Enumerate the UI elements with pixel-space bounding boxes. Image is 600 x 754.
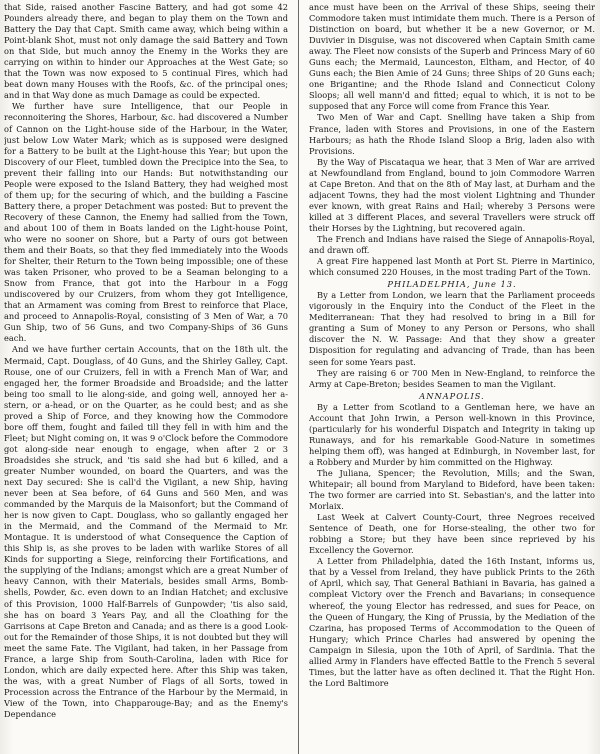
column-divider <box>298 0 299 754</box>
dateline-annapolis: ANNAPOLIS. <box>419 390 485 401</box>
article-paragraph: Last Week at Calvert County-Court, three Negroes received Sentence of Death, one for Horse-stealing, the other two for robbing a Store; but they have been since reprieved by his Excellency the Governor. <box>309 512 595 556</box>
article-paragraph: We further have sure Intelligence, that our People in reconnoitering the Shores, Harbour, &c. had discovered a Number of Cannon on the Light-house side of the Harbour, in the Water, just below Low Water Mark; which as is supposed were designed for a Battery to be built at the Light-house this Year; but upon the Discovery of our Fleet, tumbled down the Precipice into the Sea, to prevent their falling into our Hands: But notwithstanding our People were exposed to the Island Battery, they had weighed most of them up; for the securing of which, and the building a Fascine Battery there, a proper Detachment was posted: But to prevent the Recovery of these Cannon, the Enemy had sallied from the Town, and about 100 of them in Boats landed on the Light-house Point, who were no sooner on Shore, but a Party of ours got between them and their Boats, so that they fled immediately into the Woods for Shelter, their Return to the Town being impossible; one of these was taken Prisoner, who proved to be a Seaman belonging to a Snow from France, that got into the Harbour in a Fogg undiscovered by our Cruizers, from whom they got Intelligence, that an Armament was coming from Brest to reinforce that Place, and proceed to Annapolis-Royal, consisting of 3 Men of War, a 70 Gun Ship, two of 56 Guns, and two Company-Ships of 36 Guns each. <box>4 101 288 344</box>
article-paragraph: By a Letter from Scotland to a Gentleman here, we have an Account that John Irwin, a Person well-known in this Province, (particularly for his wonderful Dispatch and Integrity in taking up Runaways, and for his remarkable Good-Nature in sometimes helping them off), was hanged at Edinburgh, in November last, for a Robbery and Murder by him committed on the Highway. <box>309 401 595 467</box>
article-paragraph: A great Fire happened last Month at Port St. Pierre in Martinico, which consumed 220 Houses, in the most trading Part of the Town. <box>309 256 595 278</box>
article-paragraph: Two Men of War and Capt. Snelling have taken a Ship from France, laden with Stores and Provisions, in one of the Eastern Harbours; as hath the Rhode Island Sloop a Brig, laden also with Provisions. <box>309 112 595 156</box>
article-paragraph: A Letter from Philadelphia, dated the 16th Instant, informs us, that by a Vessel from Ireland, they have publick Prints to the 26th of April, which say, That General Bathiani in Bavaria, has gained a compleat Victory over the French and Bavarians; in consequence whereof, the young Elector has redressed, and sues for Peace, on the Queen of Hungary, the King of Prussia, by the Mediation of the Czarina, has proposed Terms of Accommodation to the Queen of Hungary; which Prince Charles had answered by opening the Campaign in Silesia, upon the 10th of April, of Sardinia. That the allied Army in Flanders have effected Battle to the French 5 several Times, but the latter have as often declined it. That the Right Hon. the Lord Baltimore <box>309 556 595 688</box>
article-paragraph: The Juliana, Spencer; the Revolution, Mills; and the Swan, Whitepair; all bound from Maryland to Bideford, have been taken: The two former are carried into St. Sebastian's, and the latter into Morlaix. <box>309 467 595 512</box>
right-column <box>309 2 595 752</box>
article-paragraph: By a Letter from London, we learn that the Parliament proceeds vigorously in the Enquiry into the Conduct of the Fleet in the Mediterranean: That they had resolved to bring in a Bill for granting a Sum of Money to any Person or Persons, who shall discover the N. W. Passage: And that they show a greater Disposition for regulating and advancing of Trade, than has been seen for some Years past. <box>309 290 595 367</box>
article-paragraph: And we have further certain Accounts, that on the 18th ult. the Mermaid, Capt. Douglass, of 40 Guns, and the Shirley Galley, Capt. Rouse, one of our Cruizers, fell in with a French Man of War, and engaged her, the former Broadside and Broadside; and the latter being too small to lie along-side, and going well, annoyed her a-stern, or a-head, or on the Quarter, as he could best; and as she proved a Ship of Force, and they knowing how the Commodore bore off them, fought and failed till they fell in with him and the Fleet; but Night coming on, it was 9 o'Clock before the Commodore got along-side near enough to engage, when after 2 or 3 Broadsides she struck, and 'tis said she had but 6 killed, and a greater Number wounded, on board the Quarters, and was the next Day secured: She is call'd the Vigilant, a new Ship, having never been at Sea before, of 64 Guns and 560 Men, and was commanded by the Marquis de la Maisonfort; but the Command of her is now given to Capt. Douglass, who so gallantly engaged her in the Mermaid, and the Command of the Mermaid to Mr. Montague. It is understood of what Consequence the Caption of this Ship is, as she proves to be laden with warlike Stores of all Kinds for supporting a Siege, reinforcing their Fortifications, and the supplying of the Indians; amongst which are a great Number of heavy Cannon, with their Materials, besides small Arms, Bomb-shells, Powder, &c. even down to an Indian Hatchet; and exclusive of this Provision, 1000 Half-Barrels of Gunpowder; 'tis also said, she has on board 3 Years Pay, and all the Cloathing for the Garrisons at Cape Breton and Canada; and as there is a good Look-out for the Remainder of those Ships, it is not doubted but they will meet the same Fate. The Vigilant, had taken, in her Passage from France, a large Ship from South-Carolina, laden with Rice for London, which are daily expected here. After this Ship was taken, the was, with a great Number of Flags of all Sorts, towed in Procession across the Entrance of the Harbour by the Mermaid, in View of the Town, into Chapparouge-Bay; and as the Enemy's Dependance <box>4 344 288 719</box>
article-paragraph: The French and Indians have raised the Siege of Annapolis-Royal, and drawn off. <box>309 233 595 256</box>
dateline-philadelphia: PHILADELPHIA, June 13. <box>387 279 517 290</box>
left-column <box>4 2 288 752</box>
article-paragraph: By the Way of Piscataqua we hear, that 3 Men of War are arrived at Newfoundland from England, bound to join Commodore Warren at Cape Breton. And that on the 8th of May last, at Durham and the adjacent Towns, they had the most violent Lightning and Thunder ever known, with great Rains and Hail; whereby 3 Persons were killed at 3 different Places, and several Travellers were struck off their Horses by the Lightning, but recovered again. <box>309 156 595 233</box>
article-paragraph: that Side, raised another Fascine Battery, and had got some 42 Pounders already there, and began to play them on the Town and Battery the Day that Capt. Smith came away, which being within a Point-blank Shot, must not only damage the said Battery and Town on that Side, but much annoy the Enemy in the Works they are carrying on within to hinder our Approaches at the West Gate; so that the Town was now exposed to 5 continual Fires, which had beat down many Houses with the Roofs, &c. of the principal ones; and in that Way done as much Damage as could be expected. <box>4 2 288 101</box>
article-paragraph: They are raising 6 or 700 Men in New-England, to reinforce the Army at Cape-Breton; besides Seamen to man the Vigilant. <box>309 367 595 389</box>
article-paragraph: ance must have been on the Arrival of these Ships, seeing their Commodore taken must intimidate them much. There is a Person of Distinction on board, but whether it be a new Governor, or M. Duvivier in Disguise, was not discovered when Captain Smith came away. The Fleet now consists of the Superb and Princess Mary of 60 Guns each; the Mermaid, Launceston, Eltham, and Hector, of 40 Guns each; the Bien Amie of 24 Guns; three Ships of 20 Guns each; one Brigantine; and the Rhode Island and Connecticut Colony Sloops; all well mann'd and fitted; equal to which, it is not to be supposed that any Force will come from France this Year. <box>309 2 595 112</box>
